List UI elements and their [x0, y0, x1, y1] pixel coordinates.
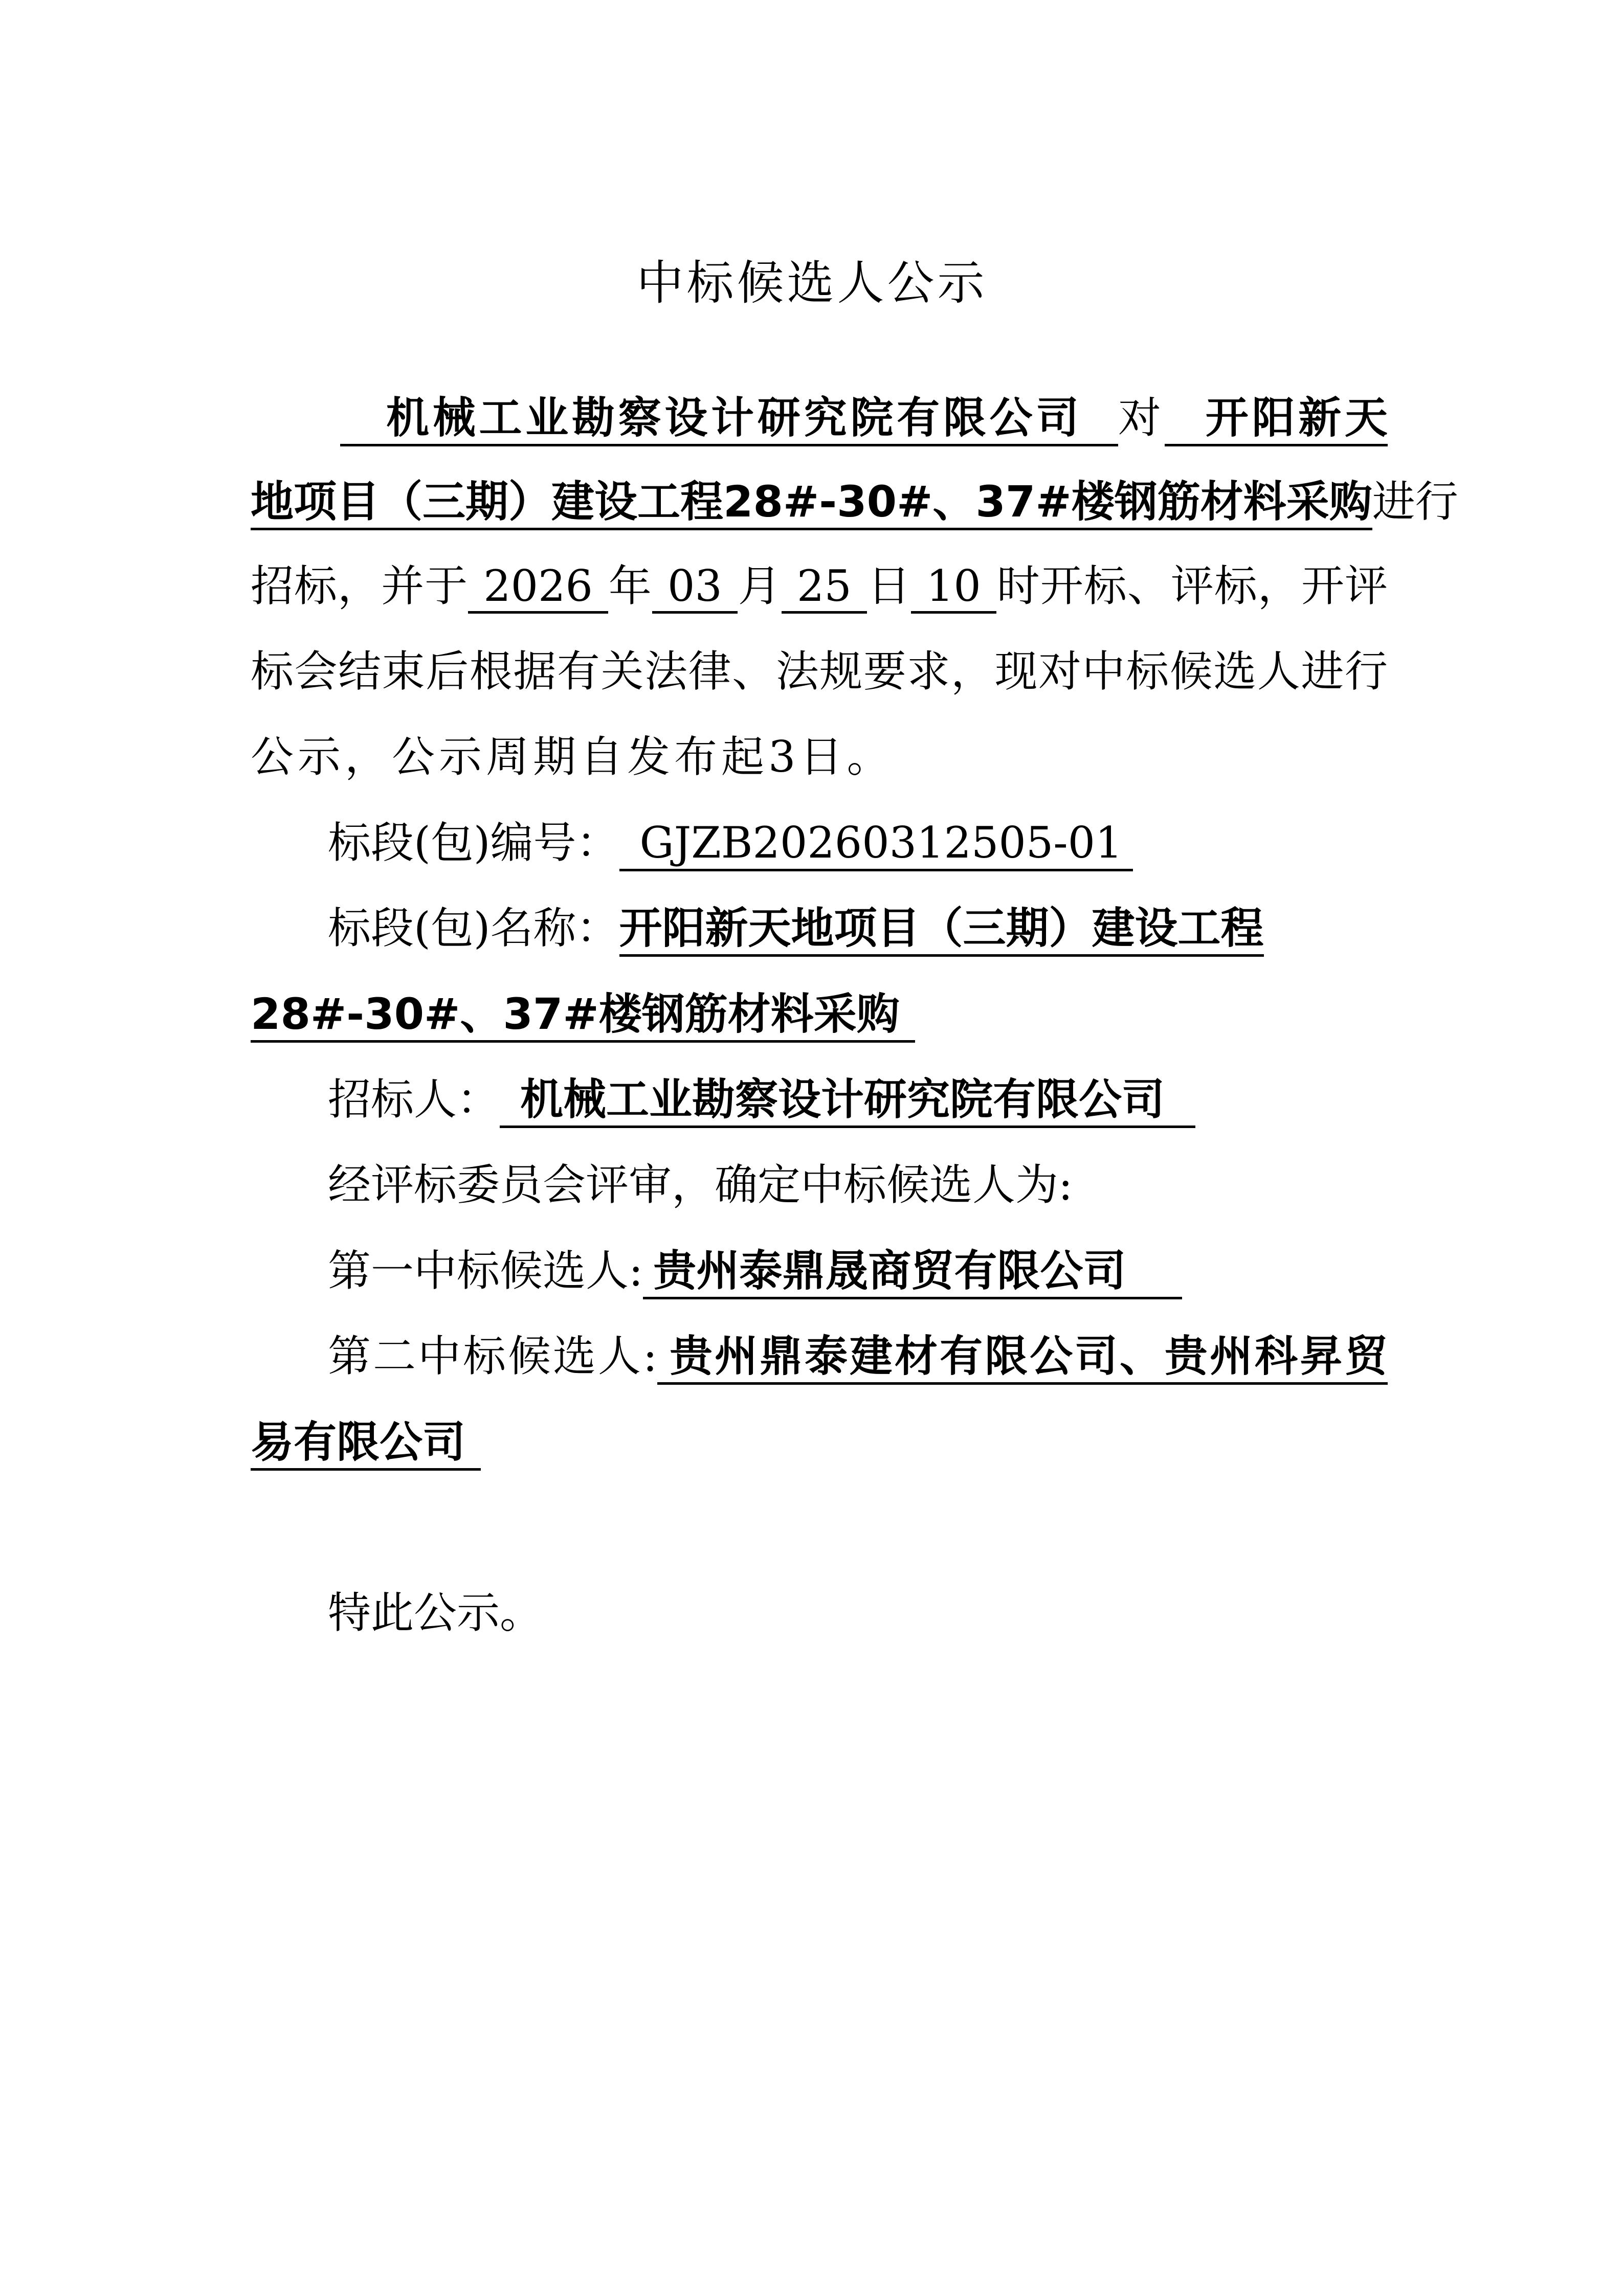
first-candidate-row [251, 1245, 1388, 1296]
intro-text: 进行 [1372, 477, 1458, 527]
section-code-row [251, 817, 1388, 868]
second-candidate-label: 第二中标候选人: [328, 1331, 658, 1381]
section-code-label: 标段(包)编号： [328, 818, 619, 868]
section-code-value: GJZB20260312505-01 [619, 818, 1133, 871]
section-name-row [251, 903, 1388, 954]
second-candidate-row-cont [251, 1416, 1388, 1468]
first-candidate-value: 贵州泰鼎晟商贸有限公司 [643, 1246, 1182, 1299]
intro-text: 月 [737, 561, 782, 611]
tenderer-value: 机械工业勘察设计研究院有限公司 [500, 1074, 1195, 1128]
review-statement: 经评标委员会评审，确定中标候选人为: [328, 1160, 1073, 1210]
intro-text: 日 [866, 561, 911, 611]
tenderer-name: 机械工业勘察设计研究院有限公司 [340, 393, 1118, 446]
intro-line-1 [251, 392, 1388, 443]
open-month: 03 [652, 561, 738, 614]
intro-text: 时开标、评标，开评 [996, 561, 1388, 611]
second-candidate-value-part2: 易有限公司 [251, 1417, 481, 1471]
second-candidate-row [251, 1331, 1388, 1382]
intro-text: 招标，并于 [251, 561, 469, 611]
intro-line-2 [251, 476, 1458, 527]
intro-line-5: 公示，公示周期自发布起3日。 [251, 732, 894, 782]
first-candidate-label: 第一中标候选人: [328, 1246, 643, 1296]
project-name-part2: 地项目（三期）建设工程28#-30#、37#楼钢筋材料采购 [251, 477, 1372, 530]
section-name-label: 标段(包)名称： [328, 903, 619, 953]
intro-text: 对 [1118, 393, 1165, 443]
open-day: 25 [782, 561, 867, 614]
open-year: 2026 [468, 561, 608, 614]
intro-line-4: 标会结束后根据有关法律、法规要求，现对中标候选人进行 [251, 646, 1388, 696]
tenderer-row [251, 1074, 1388, 1125]
project-name-part1: 开阳新天 [1165, 393, 1388, 446]
section-name-value-part1: 开阳新天地项目（三期）建设工程 [619, 903, 1264, 957]
open-hour: 10 [911, 561, 996, 614]
tenderer-label: 招标人： [328, 1074, 500, 1124]
section-name-value-part2: 28#-30#、37#楼钢筋材料采购 [251, 989, 915, 1043]
intro-text: 年 [608, 561, 652, 611]
second-candidate-value-part1: 贵州鼎泰建材有限公司、贵州科昇贸 [657, 1331, 1388, 1385]
section-name-row-cont [251, 988, 1388, 1040]
intro-line-3 [251, 560, 1388, 612]
document-title: 中标候选人公示 [636, 256, 988, 310]
closing-statement: 特此公示。 [328, 1588, 543, 1638]
